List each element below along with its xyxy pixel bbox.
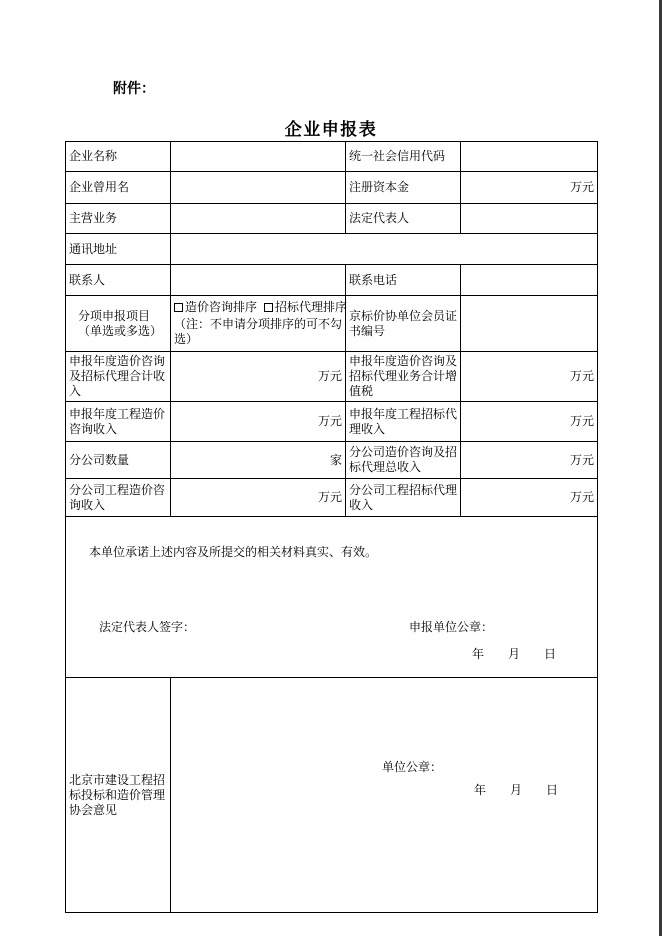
table-row bbox=[66, 172, 598, 204]
field-label-annual-total-vat: 申报年度造价咨询及招标代理业务合计增值税 bbox=[346, 352, 461, 402]
field-label-legal-representative: 法定代表人 bbox=[346, 204, 461, 234]
checkbox-option-bidding-agency-ranking[interactable] bbox=[264, 300, 347, 314]
input-cell-member-certificate-number[interactable] bbox=[461, 296, 598, 352]
input-cell-contact-person[interactable] bbox=[171, 265, 346, 296]
field-label-mailing-address: 通讯地址 bbox=[66, 234, 171, 265]
field-label-branch-count: 分公司数量 bbox=[66, 442, 171, 479]
input-cell-main-business[interactable] bbox=[171, 204, 346, 234]
table-row bbox=[66, 517, 598, 678]
unit-label: 万元 bbox=[569, 369, 594, 383]
input-cell-registered-capital[interactable] bbox=[461, 172, 598, 204]
commitment-statement: 本单位承诺上述内容及所提交的相关材料真实、有效。 bbox=[89, 545, 378, 559]
field-label-main-business: 主营业务 bbox=[66, 204, 171, 234]
checkbox-label: 招标代理排序 bbox=[275, 300, 348, 314]
table-row bbox=[66, 352, 598, 402]
field-label-former-name: 企业曾用名 bbox=[66, 172, 171, 204]
table-row bbox=[66, 265, 598, 296]
unit-label: 万元 bbox=[317, 414, 342, 428]
unit-label: 万元 bbox=[569, 490, 594, 504]
checkbox-label: 造价咨询排序 bbox=[185, 300, 258, 314]
legal-representative-signature-label: 法定代表人签字： bbox=[99, 620, 196, 634]
field-label-subitem-declaration: 分项申报项目（单选或多选） bbox=[66, 296, 171, 352]
input-cell-mailing-address[interactable] bbox=[171, 234, 598, 265]
field-label-branch-bidding-agency-income: 分公司工程招标代理收入 bbox=[346, 479, 461, 517]
unit-label: 万元 bbox=[317, 490, 342, 504]
input-cell-former-name[interactable] bbox=[171, 172, 346, 204]
unit-label: 万元 bbox=[317, 369, 342, 383]
input-cell-annual-total-income[interactable] bbox=[171, 352, 346, 402]
date-line: 年 月 日 bbox=[472, 647, 557, 661]
unit-label: 万元 bbox=[569, 180, 594, 194]
input-cell-branch-bidding-agency-income[interactable] bbox=[461, 479, 598, 517]
input-cell-branch-count[interactable] bbox=[171, 442, 346, 479]
applicant-unit-seal-label: 申报单位公章： bbox=[409, 620, 494, 634]
table-row bbox=[66, 142, 598, 172]
input-cell-contact-phone[interactable] bbox=[461, 265, 598, 296]
field-label-annual-total-income: 申报年度造价咨询及招标代理合计收入 bbox=[66, 352, 171, 402]
attachment-label: 附件： bbox=[113, 82, 155, 97]
field-label-unified-social-credit-code: 统一社会信用代码 bbox=[346, 142, 461, 172]
input-cell-annual-bidding-agency-income[interactable] bbox=[461, 402, 598, 442]
table-row bbox=[66, 442, 598, 479]
input-cell-annual-total-vat[interactable] bbox=[461, 352, 598, 402]
field-label-annual-bidding-agency-income: 申报年度工程招标代理收入 bbox=[346, 402, 461, 442]
subitem-options-cell bbox=[171, 296, 346, 352]
association-opinion-cell bbox=[171, 678, 598, 913]
page-title: 企业申报表 bbox=[284, 120, 378, 139]
field-label-contact-person: 联系人 bbox=[66, 265, 171, 296]
field-label-contact-phone: 联系电话 bbox=[346, 265, 461, 296]
table-row bbox=[66, 678, 598, 913]
input-cell-enterprise-name[interactable] bbox=[171, 142, 346, 172]
unit-seal-label: 单位公章： bbox=[382, 760, 443, 774]
field-label-enterprise-name: 企业名称 bbox=[66, 142, 171, 172]
input-cell-branch-total-income[interactable] bbox=[461, 442, 598, 479]
field-label-registered-capital: 注册资本金 bbox=[346, 172, 461, 204]
input-cell-branch-cost-consulting-income[interactable] bbox=[171, 479, 346, 517]
table-row bbox=[66, 402, 598, 442]
unit-label: 家 bbox=[329, 452, 342, 467]
field-label-annual-cost-consulting-income: 申报年度工程造价咨询收入 bbox=[66, 402, 171, 442]
table-row bbox=[66, 479, 598, 517]
application-form-table bbox=[65, 141, 598, 913]
checkbox-icon[interactable] bbox=[174, 303, 183, 312]
unit-label: 万元 bbox=[569, 414, 594, 428]
field-label-branch-cost-consulting-income: 分公司工程造价咨询收入 bbox=[66, 479, 171, 517]
table-row bbox=[66, 296, 598, 352]
table-row bbox=[66, 204, 598, 234]
commitment-cell bbox=[66, 517, 598, 678]
checkbox-option-cost-consulting-ranking[interactable] bbox=[174, 300, 257, 314]
input-cell-annual-cost-consulting-income[interactable] bbox=[171, 402, 346, 442]
input-cell-legal-representative[interactable] bbox=[461, 204, 598, 234]
checkbox-note: （注：不申请分项排序的可不勾选） bbox=[174, 317, 343, 346]
association-opinion-label: 北京市建设工程招标投标和造价管理协会意见 bbox=[66, 678, 171, 913]
date-line: 年 月 日 bbox=[474, 783, 559, 797]
table-row bbox=[66, 234, 598, 265]
input-cell-unified-social-credit-code[interactable] bbox=[461, 142, 598, 172]
checkbox-icon[interactable] bbox=[264, 303, 273, 312]
unit-label: 万元 bbox=[569, 452, 594, 467]
field-label-member-certificate-number: 京标价协单位会员证书编号 bbox=[346, 296, 461, 352]
field-label-branch-total-income: 分公司造价咨询及招标代理总收入 bbox=[346, 442, 461, 479]
